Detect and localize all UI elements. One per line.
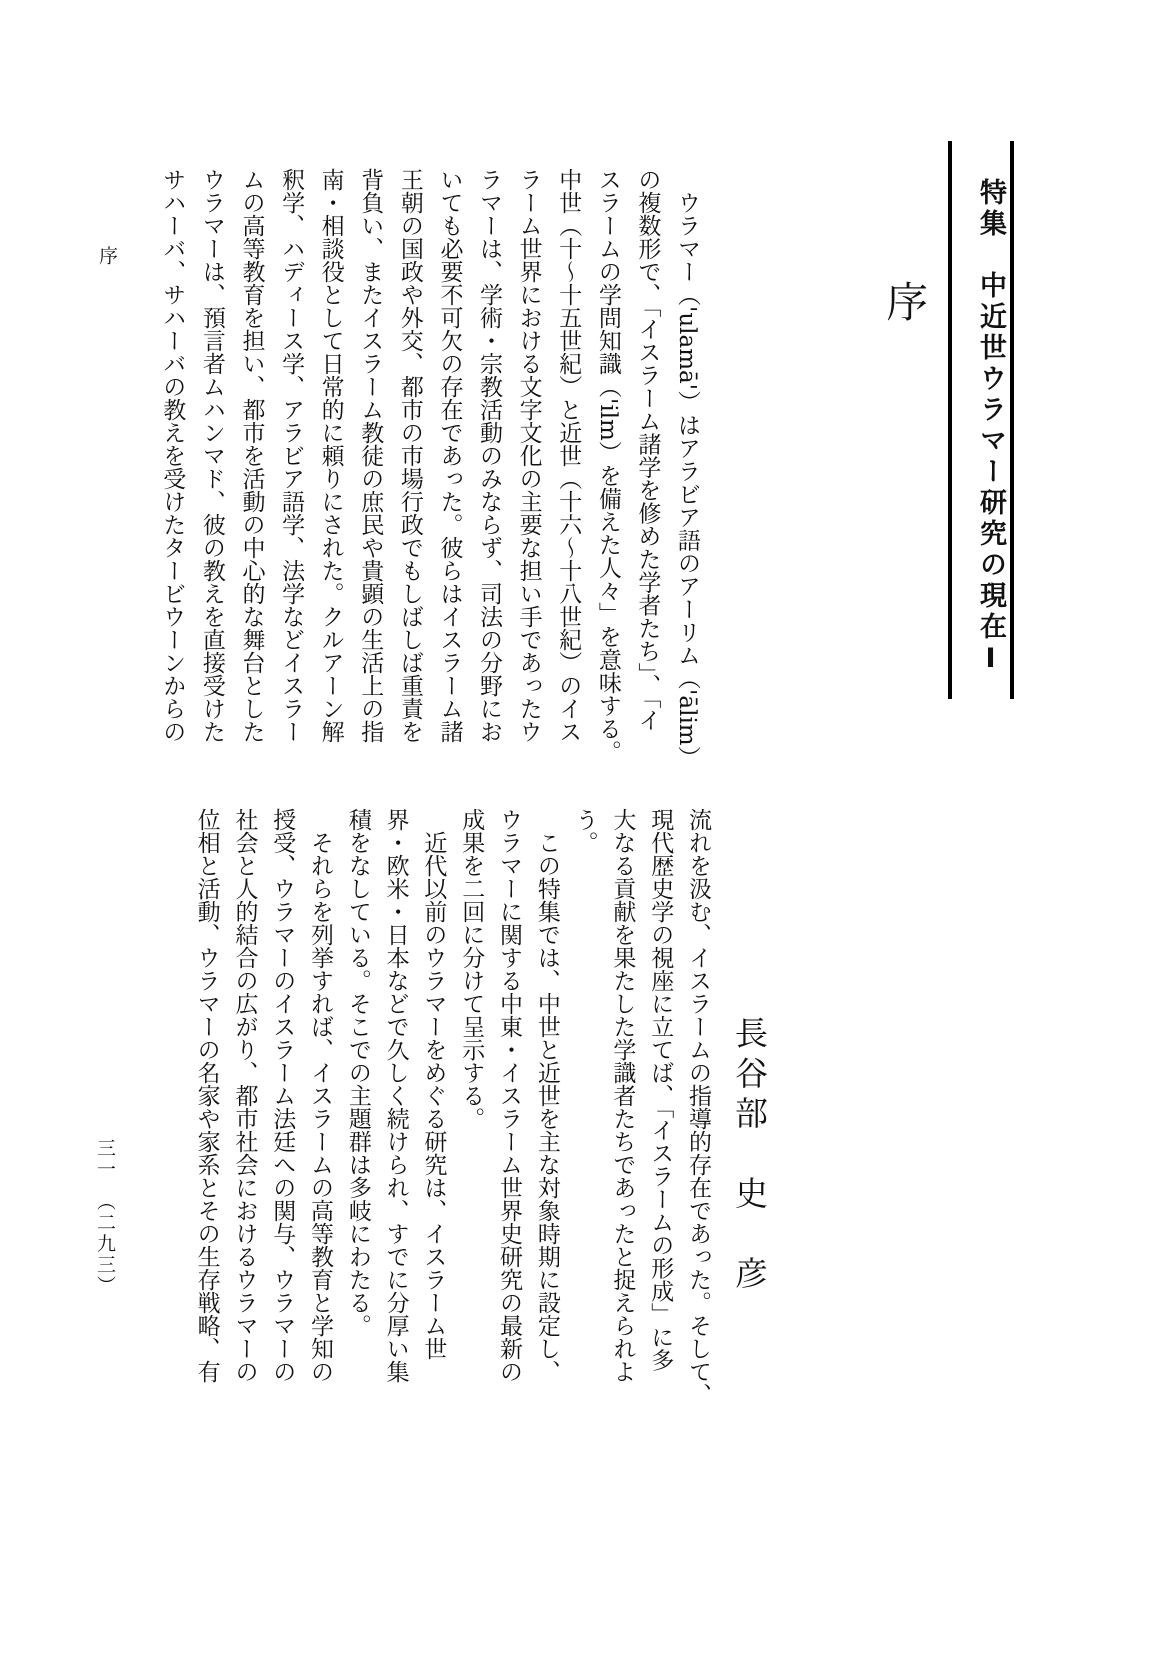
- text-line: スラームの学問知識（'ilm）を備えた人々」を意味する。: [594, 168, 621, 763]
- text-line: 位相と活動、ウラマーの名家や家系とその生存戦略、有: [193, 808, 220, 1383]
- folio-page-number: 三一 （二九三）: [94, 1138, 116, 1297]
- text-line: ムの高等教育を担い、都市を活動の中心的な舞台とした: [238, 168, 265, 743]
- author-name: 長谷部 史 彦: [730, 1016, 769, 1296]
- feature-header-text: 特集 中近世ウラマー研究の現在Ⅰ: [975, 178, 1006, 678]
- text-line: 近代以前のウラマーをめぐる研究は、イスラーム世: [420, 808, 447, 1360]
- text-line: 中世（十〜十五世紀）と近世（十六〜十八世紀）のイス: [555, 168, 582, 743]
- text-line: 背負い、またイスラーム教徒の庶民や貴顕の生活上の指: [357, 168, 384, 743]
- text-line: 流れを汲む、イスラームの指導的存在であった。そして、: [685, 808, 711, 1406]
- text-line: 現代歴史学の視座に立てば、「イスラームの形成」に多: [647, 808, 674, 1372]
- text-line: ウラマーに関する中東・イスラーム世界史研究の最新の: [496, 808, 523, 1383]
- text-line: 積をなしている。そこでの主題群は多岐にわたる。: [344, 808, 371, 1337]
- text-line: 社会と人的結合の広がり、都市社会におけるウラマーの: [231, 808, 258, 1383]
- text-line: 南・相談役として日常的に頼りにされた。クルアーン解: [317, 168, 344, 743]
- text-line: この特集では、中世と近世を主な対象時期に設定し、: [533, 808, 560, 1383]
- text-line: ラーム世界における文字文化の主要な担い手であったウ: [515, 168, 542, 743]
- text-line: 大なる貢献を果たした学識者たちであったと捉えられよ: [609, 808, 636, 1383]
- text-line: 成果を二回に分けて呈示する。: [458, 808, 485, 1130]
- text-line: ウラマー（'ulamā'）はアラビア語のアーリム（'ālim）: [674, 168, 700, 769]
- text-line: う。: [571, 808, 598, 854]
- text-line: 釈学、ハディース学、アラビア語学、法学などイスラー: [278, 168, 305, 743]
- feature-header-box: [948, 141, 1014, 699]
- text-line: ウラマーは、預言者ムハンマド、彼の教えを直接受けた: [198, 168, 225, 743]
- text-line: の複数形で、「イスラーム諸学を修めた学者たち」、「イ: [634, 168, 661, 732]
- text-line: いても必要不可欠の存在であった。彼らはイスラーム諸: [436, 168, 463, 743]
- text-line: 界・欧米・日本などで久しく続けられ、すでに分厚い集: [382, 808, 409, 1383]
- article-body-bottom: [116, 808, 716, 1414]
- text-line: 王朝の国政や外交、都市の市場行政でもしばしば重責を: [396, 168, 423, 743]
- text-line: それらを列挙すれば、イスラームの高等教育と学知の: [307, 808, 334, 1383]
- running-head: 序: [96, 246, 118, 265]
- article-title: 序: [880, 280, 929, 326]
- text-line: サハーバ、サハーバの教えを受けたタービウーンからの: [159, 168, 186, 743]
- text-line: 授受、ウラマーのイスラーム法廷への関与、ウラマーの: [269, 808, 296, 1383]
- article-body-top: [106, 168, 706, 768]
- text-line: ラマーは、学術・宗教活動のみならず、司法の分野にお: [476, 168, 503, 743]
